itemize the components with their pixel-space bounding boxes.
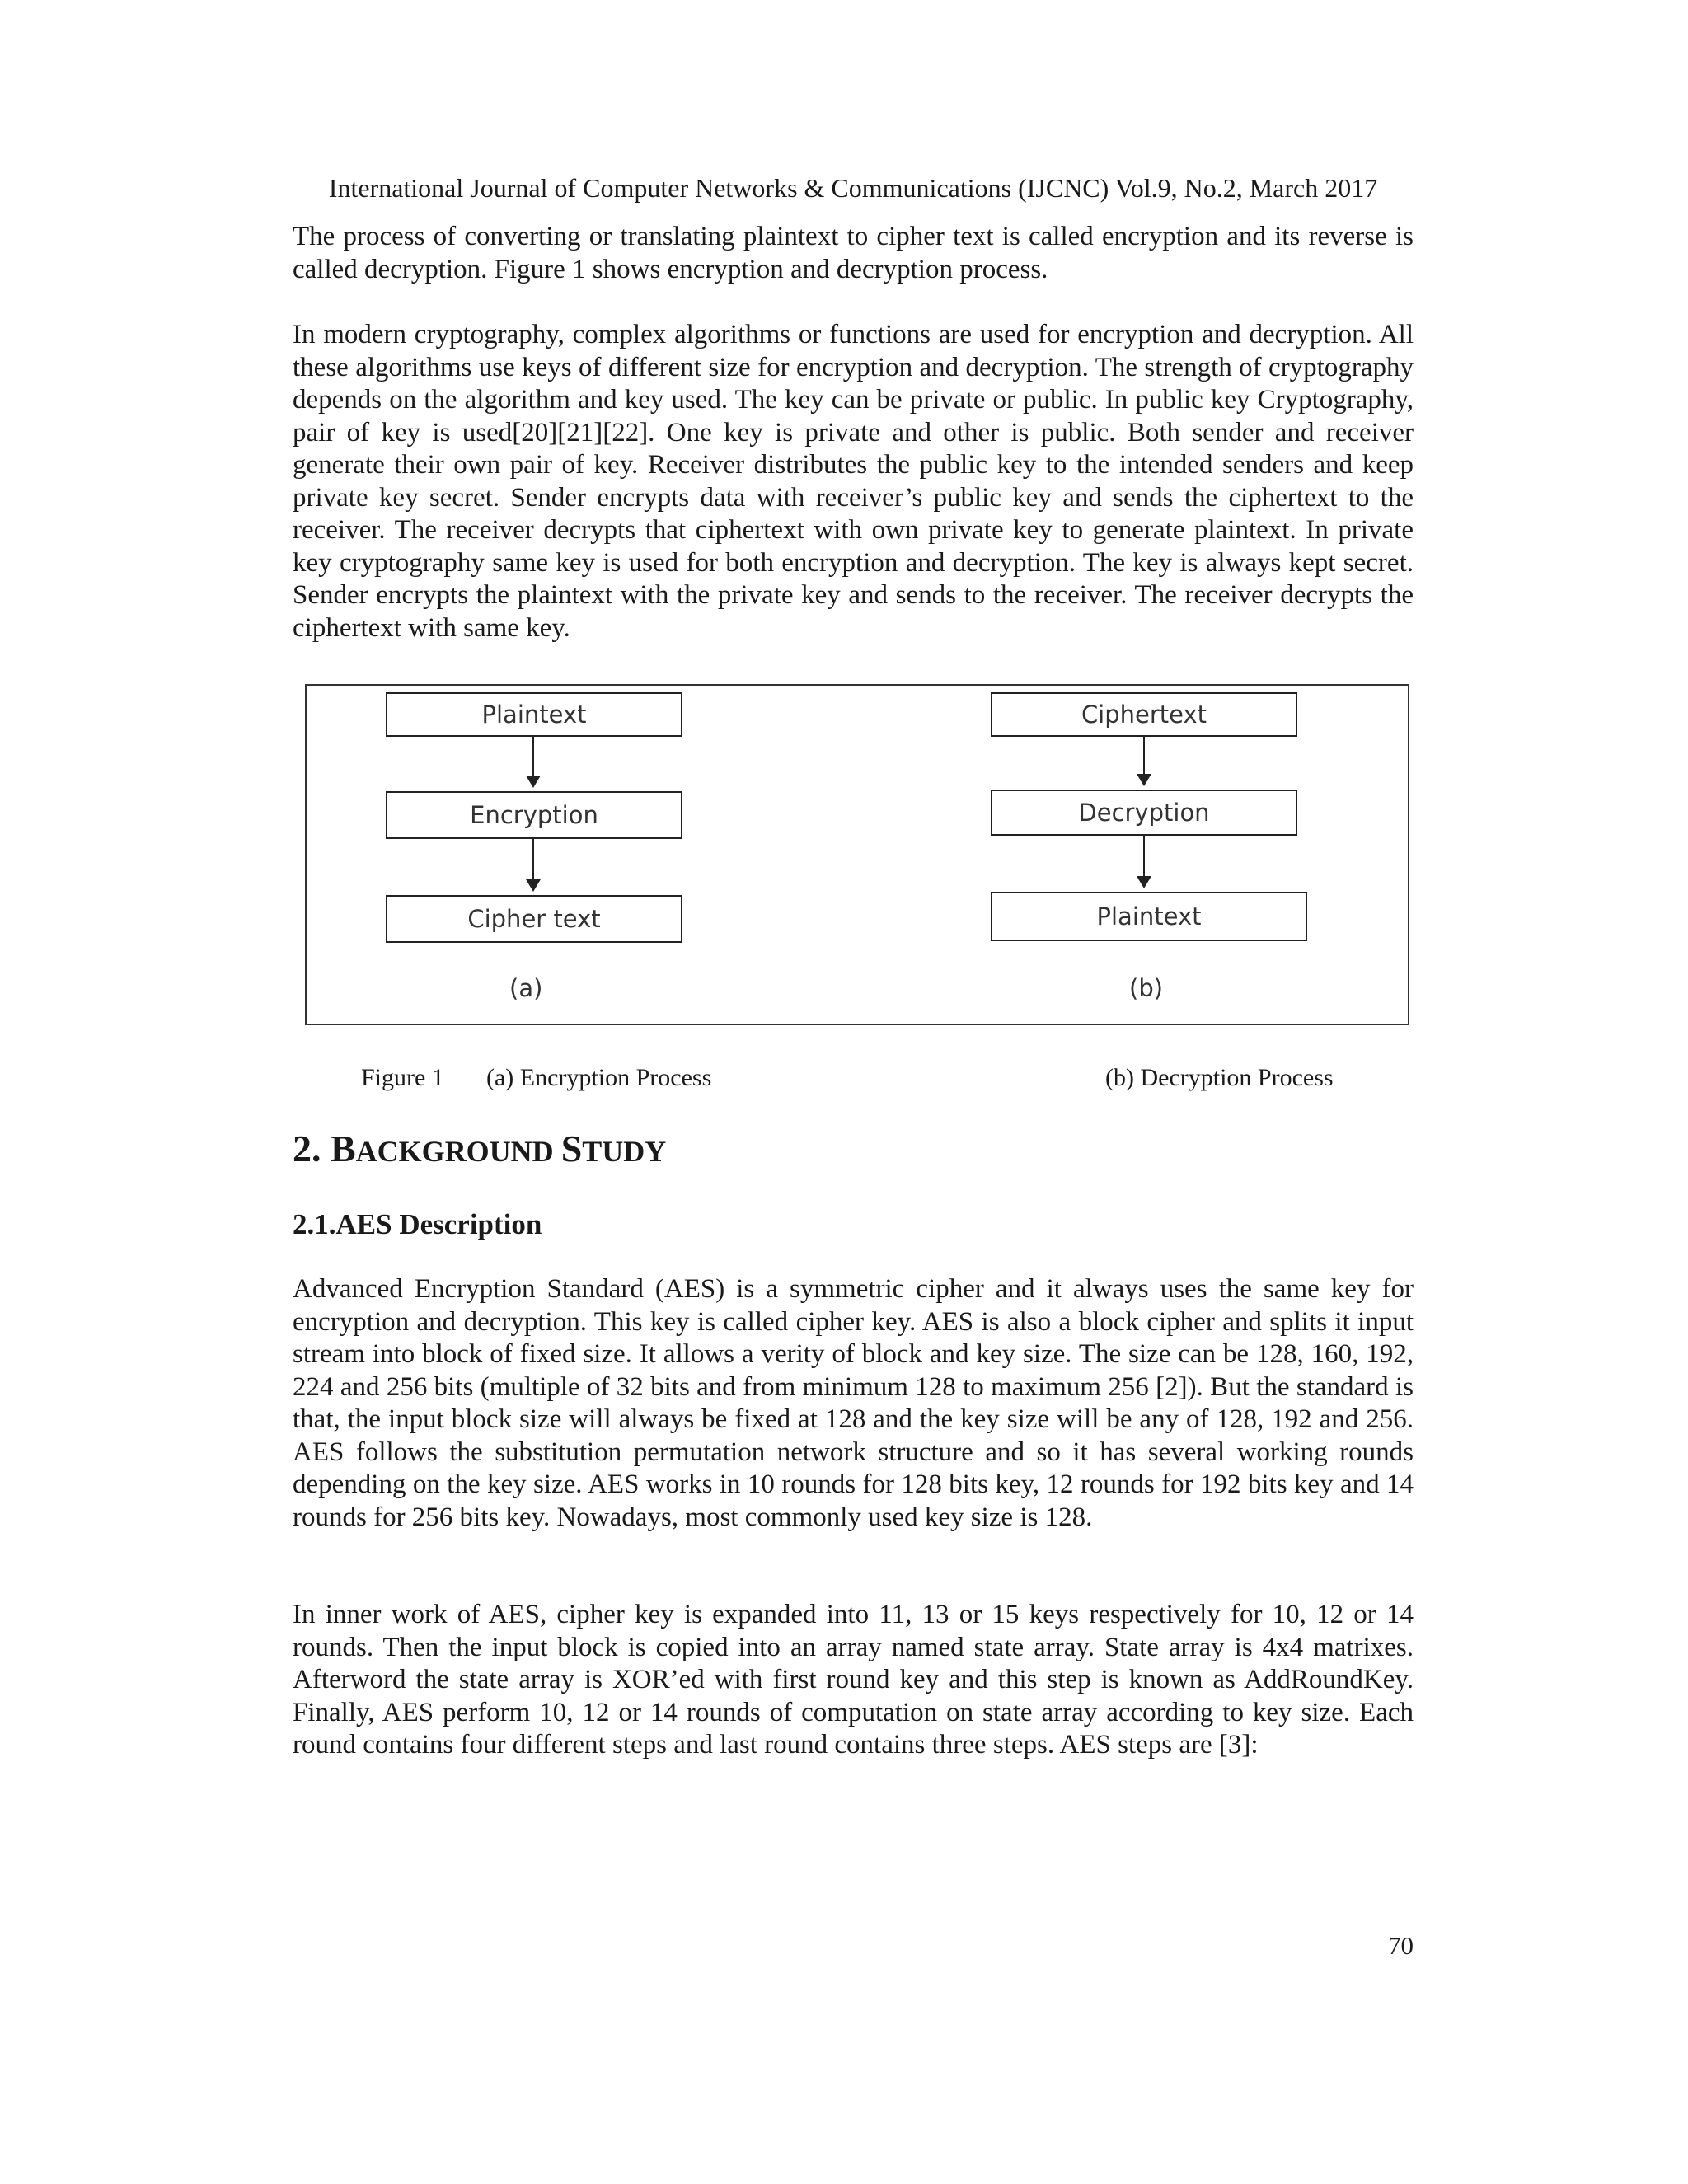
box-encryption: Encryption [386,791,682,839]
label-a: (a) [509,974,543,1002]
box-ciphertext-b: Ciphertext [991,692,1297,737]
figure-caption-b: (b) Decryption Process [1105,1064,1334,1091]
paragraph-modern-cryptography: In modern cryptography, complex algorithms or functions are used for encryption and decryption. All these algorithms use keys of different size for encryption and decryption. The strength of cryptography depends on the algorithm and key used. The key can be private or public. In public key Cryptography, pair of key is used[20][21][22]. One key is private and other is public. Both sender and receiver generate their own pair of key. Receiver distributes the public key to the intended senders and keep private key secret. Sender encrypts data with receiver’s public key and sends the ciphertext to the receiver. The receiver decrypts that ciphertext with own private key to generate plaintext. In private key cryptography same key is used for both encryption and decryption. The key is always kept secret. Sender encrypts the plaintext with the private key and sends to the receiver. The receiver decrypts the ciphertext with same key. [293,320,1414,643]
section-title-initial-s: S [560,1127,583,1169]
arrow-down-icon [1143,737,1145,785]
box-cipher-text: Cipher text [386,895,682,943]
figure-1-diagram [305,684,1409,1025]
box-plaintext-a: Plaintext [386,692,682,737]
figure-caption-a: (a) Encryption Process [486,1064,712,1091]
page-number: 70 [1388,1931,1414,1960]
subsection-heading: 2.1.AES Description [293,1208,542,1240]
arrow-down-icon [532,839,534,890]
section-title-rest-1: ACKGROUND [355,1135,561,1168]
section-heading [293,1126,666,1174]
running-header: International Journal of Computer Networks & Communications (IJCNC) Vol.9, No.2, March 2017 [328,173,1378,203]
label-b: (b) [1129,974,1164,1002]
box-plaintext-b: Plaintext [991,892,1307,941]
arrow-down-icon [1143,836,1145,887]
paragraph-encryption-intro: The process of converting or translating plaintext to cipher text is called encryption and its reverse is called decryption. Figure 1 shows encryption and decryption process. [293,222,1414,284]
section-number: 2. [293,1127,321,1169]
figure-caption-number: Figure 1 [361,1064,444,1091]
arrow-down-icon [532,737,534,786]
paragraph-aes-description: Advanced Encryption Standard (AES) is a symmetric cipher and it always uses the same key for encryption and decryption. This key is called cipher key. AES is also a block cipher and splits it input stream into block of fixed size. It allows a verity of block and key size. The size can be 128, 160, 192, 224 and 256 bits (multiple of 32 bits and from minimum 128 to maximum 256 [2]). But the standard is that, the input block size will always be fixed at 128 and the key size will be any of 128, 192 and 256. AES follows the substitution permutation network structure and so it has several working rounds depending on the key size. AES works in 10 rounds for 128 bits key, 12 rounds for 192 bits key and 14 rounds for 256 bits key. Nowadays, most commonly used key size is 128. [293,1274,1414,1532]
section-title-rest-2: TUDY [582,1135,667,1168]
box-decryption: Decryption [991,790,1297,836]
section-title-initial-b: B [331,1127,356,1169]
paragraph-aes-inner-work: In inner work of AES, cipher key is expanded into 11, 13 or 15 keys respectively for 10, 12 or 14 rounds. Then the input block is copied into an array named state array. State array is 4x4 matrixes. Afterword the state array is XOR’ed with first round key and this step is known as AddRoundKey. Finally, AES perform 10, 12 or 14 rounds of computation on state array according to key size. Each round contains four different steps and last round contains three steps. AES steps are [3]: [293,1600,1414,1760]
